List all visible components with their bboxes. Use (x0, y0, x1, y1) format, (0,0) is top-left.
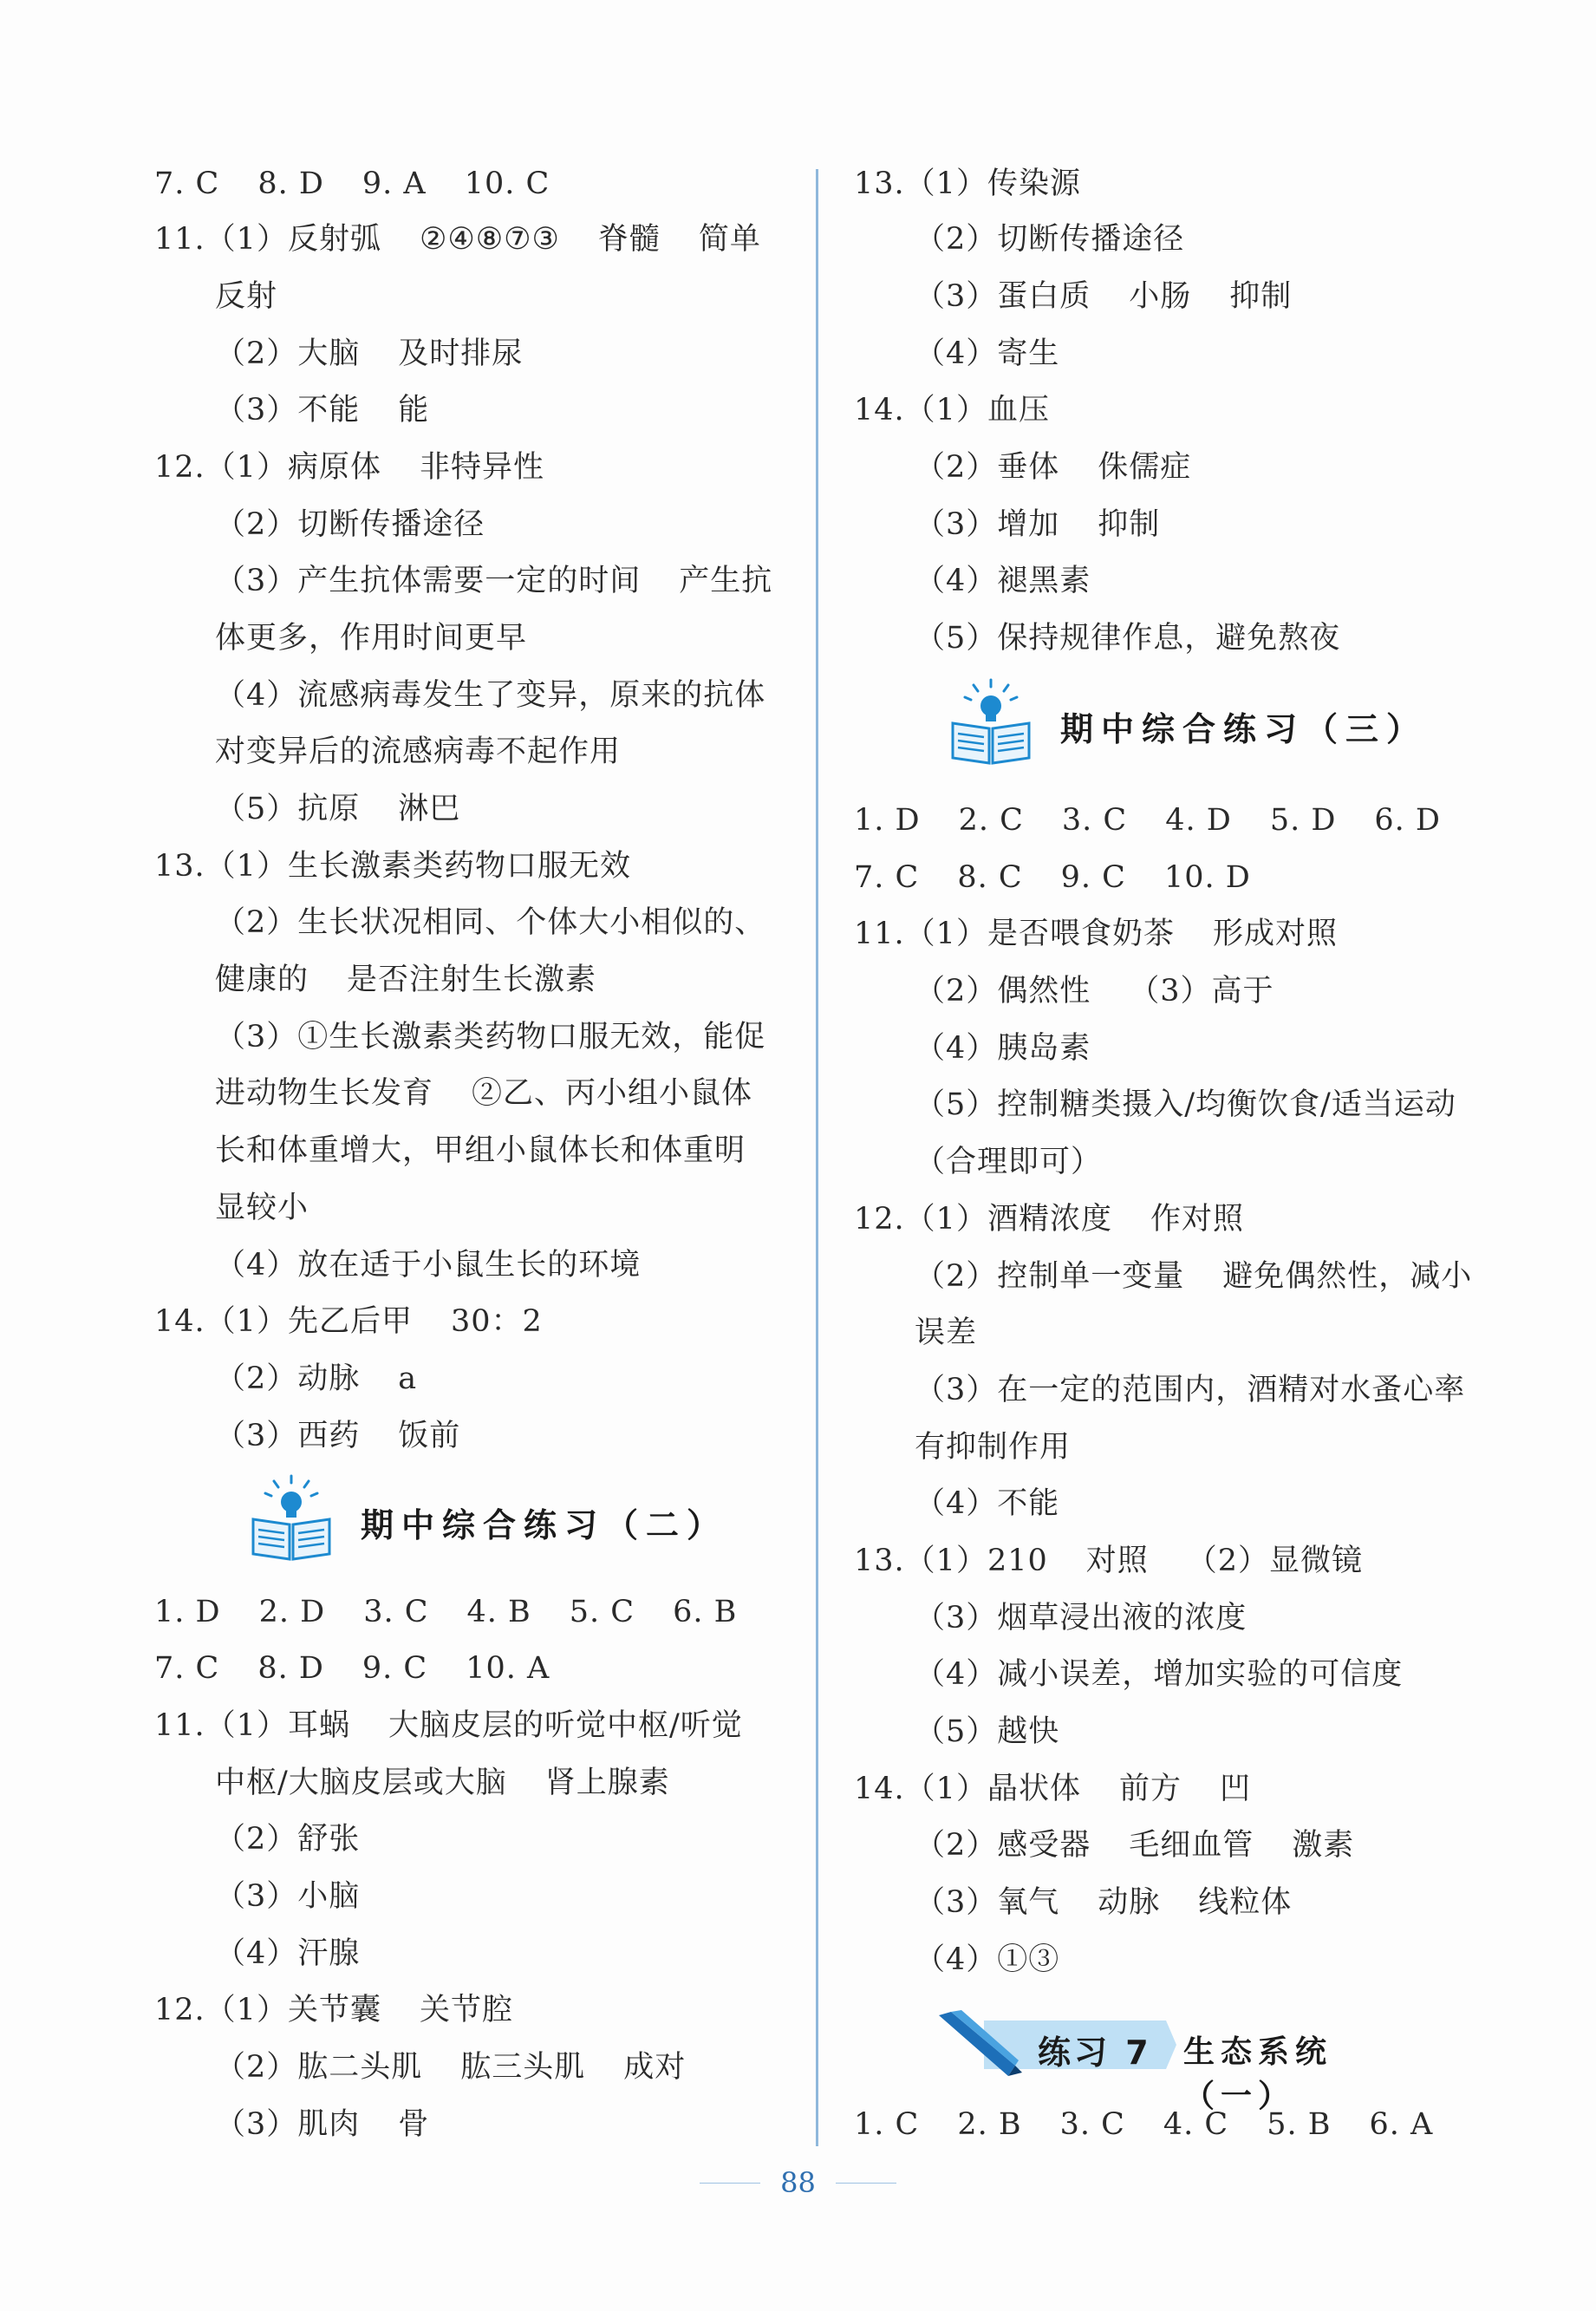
answer-line: 健康的 是否注射生长激素 (215, 963, 597, 997)
column-divider (816, 169, 818, 2146)
answer-line: （4）胰岛素 (915, 1031, 1091, 1066)
answer-line: 7. C 8. C 9. C 10. D (854, 860, 1251, 895)
answer-line: （3）产生抗体需要一定的时间 产生抗 (215, 564, 773, 598)
answer-line: 误差 (915, 1315, 978, 1350)
answer-line: 14.（1）先乙后甲 30：2 (154, 1304, 543, 1339)
page-footer (0, 2166, 1596, 2201)
answer-line: （4）汗腺 (215, 1936, 361, 1971)
answer-line: （2）生长状况相同、个体大小相似的、 (215, 905, 766, 940)
answer-line: 1. D 2. C 3. C 4. D 5. D 6. D (854, 803, 1441, 838)
answer-line: （4）褪黑素 (915, 564, 1091, 598)
answer-line: 1. D 2. D 3. C 4. B 5. C 6. B (154, 1595, 738, 1629)
exercise-label: 练习 7 (1038, 2034, 1152, 2072)
answer-line: （2）偶然性 （3）高于 (915, 974, 1274, 1009)
answer-line: （2）切断传播途径 (215, 507, 485, 542)
answer-line: 对变异后的流感病毒不起作用 (215, 734, 622, 769)
answer-line: （5）抗原 淋巴 (215, 792, 461, 826)
answer-line: （3）肌肉 骨 (215, 2107, 430, 2142)
book-bulb-icon (248, 1474, 335, 1561)
answer-line: 进动物生长发育 ②乙、丙小组小鼠体 (215, 1076, 753, 1111)
exercise-heading (932, 2010, 1400, 2114)
answer-line: 反射 (215, 279, 278, 314)
answer-line: （3）西药 饭前 (215, 1419, 461, 1453)
answer-line: 中枢/大脑皮层或大脑 肾上腺素 (215, 1766, 670, 1800)
heading-title: 期中综合练习（三） (1060, 710, 1428, 748)
answer-line: （3）在一定的范围内，酒精对水蚤心率 (915, 1373, 1466, 1407)
answer-line: （2）大脑 及时排尿 (215, 336, 524, 371)
answer-line: 7. C 8. D 9. C 10. A (154, 1651, 550, 1686)
answer-line: 11.（1）耳蜗 大脑皮层的听觉中枢/听觉 (154, 1708, 743, 1743)
answer-line: 长和体重增大，甲组小鼠体长和体重明 (215, 1133, 746, 1168)
answer-line: 显较小 (215, 1191, 309, 1225)
footer-rule (700, 2183, 760, 2184)
answer-line: （3）小脑 (215, 1879, 361, 1914)
answer-line: （3）①生长激素类药物口服无效，能促 (215, 1020, 766, 1054)
answer-line: 11.（1）是否喂食奶茶 形成对照 (854, 917, 1338, 951)
section-heading (248, 1474, 785, 1561)
page-number: 88 (780, 2166, 816, 2199)
answer-line: （5）越快 (915, 1714, 1060, 1749)
answer-line: 14.（1）晶状体 前方 凹 (854, 1772, 1251, 1806)
answer-line: （2）垂体 侏儒症 (915, 450, 1192, 485)
answer-line: 11.（1）反射弧 ②④⑧⑦③ 脊髓 简单 (154, 222, 761, 257)
answer-line: （5）保持规律作息，避免熬夜 (915, 621, 1341, 656)
answer-line: 13.（1）生长激素类药物口服无效 (154, 849, 631, 884)
answer-line: （4）不能 (915, 1486, 1060, 1521)
answer-line: 12.（1）病原体 非特异性 (154, 450, 544, 485)
answer-line: （3）蛋白质 小肠 抑制 (915, 279, 1293, 314)
answer-line: （2）控制单一变量 避免偶然性，减小 (915, 1259, 1473, 1294)
answer-line: （4）流感病毒发生了变异，原来的抗体 (215, 678, 766, 713)
heading-title: 期中综合练习（二） (361, 1506, 728, 1544)
answer-line: 1. C 2. B 3. C 4. C 5. B 6. A (854, 2107, 1434, 2142)
exercise-title: 生态系统（一） (1183, 2034, 1333, 2114)
answer-line: （4）减小误差，增加实验的可信度 (915, 1657, 1404, 1692)
answer-line: （2）切断传播途径 (915, 222, 1185, 257)
answer-line: （2）动脉 a (215, 1361, 418, 1396)
answer-line: （5）控制糖类摄入/均衡饮食/适当运动 (915, 1087, 1456, 1122)
answer-line: （2）感受器 毛细血管 激素 (915, 1828, 1355, 1863)
answer-line: （4）寄生 (915, 336, 1060, 371)
answer-line: （3）烟草浸出液的浓度 (915, 1601, 1247, 1635)
answer-line: （3）氧气 动脉 线粒体 (915, 1885, 1293, 1920)
answer-line: 有抑制作用 (915, 1430, 1072, 1465)
answer-line: （合理即可） (915, 1145, 1103, 1179)
answer-line: 7. C 8. D 9. A 10. C (154, 166, 550, 201)
answer-line: （3）不能 能 (215, 393, 430, 428)
answer-line: 13.（1）传染源 (854, 166, 1081, 201)
answer-line: （2）舒张 (215, 1822, 361, 1857)
answer-line: （4）①③ (915, 1942, 1060, 1977)
answer-line: （3）增加 抑制 (915, 507, 1161, 542)
book-bulb-icon (948, 678, 1034, 765)
answer-line: 13.（1）210 对照 （2）显微镜 (854, 1544, 1364, 1578)
footer-rule (836, 2183, 896, 2184)
section-heading (948, 678, 1485, 765)
answer-line: 体更多，作用时间更早 (215, 621, 528, 656)
answer-line: 14.（1）血压 (854, 393, 1050, 428)
answer-line: 12.（1）关节囊 关节腔 (154, 1993, 513, 2027)
answer-line: 12.（1）酒精浓度 作对照 (854, 1202, 1244, 1237)
answer-line: （4）放在适于小鼠生长的环境 (215, 1248, 642, 1283)
answer-line: （2）肱二头肌 肱三头肌 成对 (215, 2050, 687, 2085)
